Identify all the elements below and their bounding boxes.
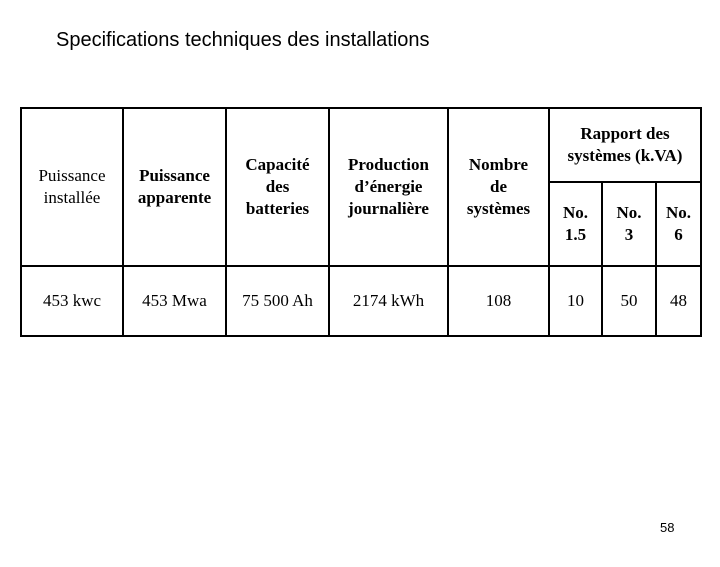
cell-production-energie: 2174 kWh	[329, 266, 448, 336]
specs-table	[20, 107, 702, 337]
subheader-no-3: No. 3	[602, 182, 656, 266]
subheader-no-6: No. 6	[656, 182, 701, 266]
cell-capacite-batteries: 75 500 Ah	[226, 266, 329, 336]
header-production-energie: Production d’énergie journalière	[329, 108, 448, 266]
header-puissance-apparente: Puissance apparente	[123, 108, 226, 266]
header-rapport-systemes: Rapport des systèmes (k.VA)	[549, 108, 701, 182]
cell-sys-3: 50	[602, 266, 656, 336]
cell-sys-6: 48	[656, 266, 701, 336]
cell-sys-1-5: 10	[549, 266, 602, 336]
cell-puissance-installee: 453 kwc	[21, 266, 123, 336]
slide-title: Specifications techniques des installations	[56, 29, 430, 51]
header-nombre-systemes: Nombre de systèmes	[448, 108, 549, 266]
cell-puissance-apparente: 453 Mwa	[123, 266, 226, 336]
table-row	[21, 266, 701, 336]
page-number: 58	[660, 520, 675, 535]
header-capacite-batteries: Capacité des batteries	[226, 108, 329, 266]
header-puissance-installee: Puissance installée	[21, 108, 123, 266]
cell-nombre-systemes: 108	[448, 266, 549, 336]
subheader-no-1-5: No. 1.5	[549, 182, 602, 266]
